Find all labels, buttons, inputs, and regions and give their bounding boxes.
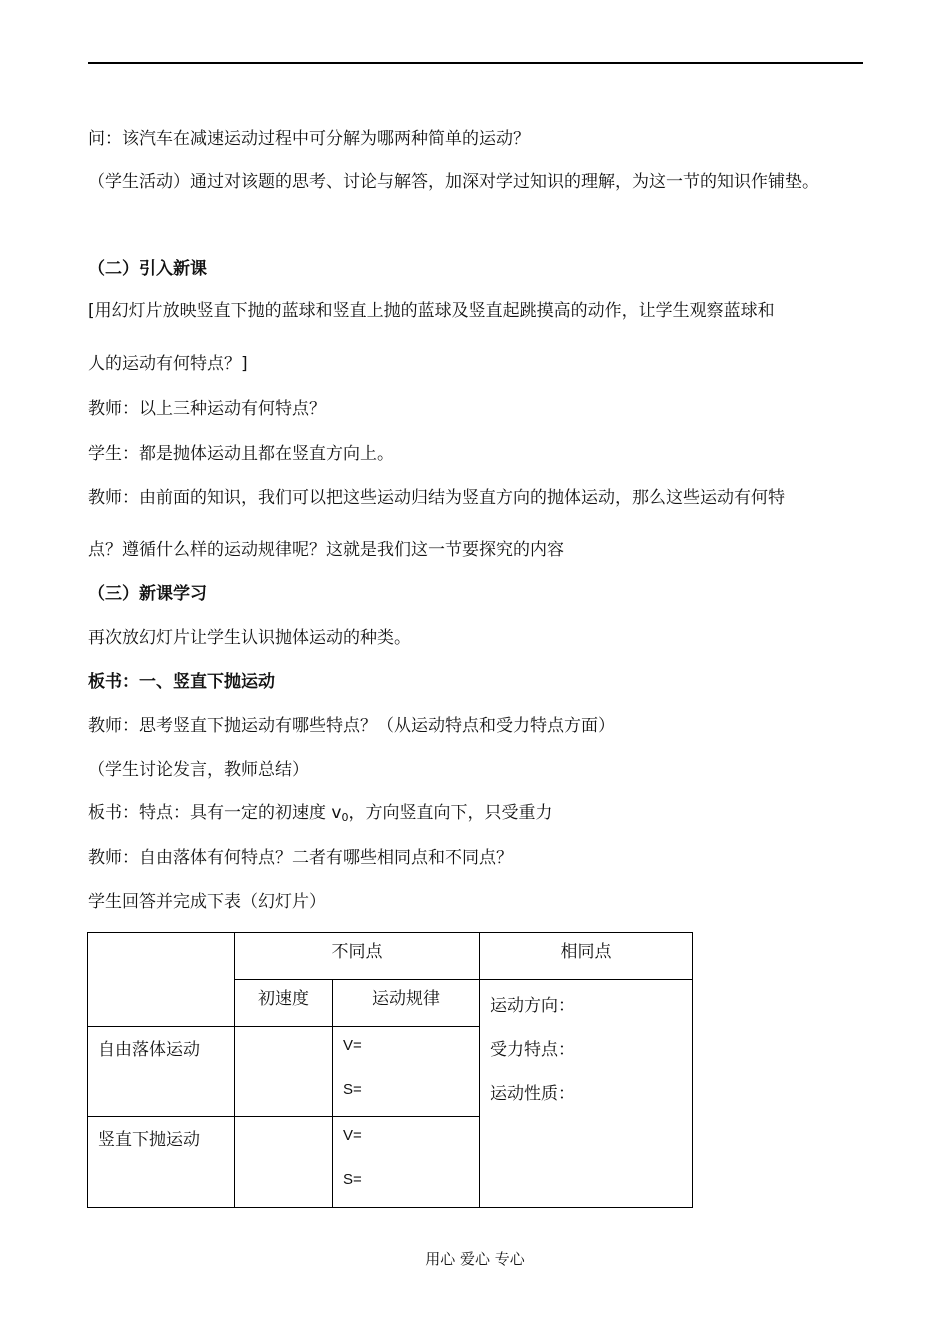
teacher-line-2b: 点？遵循什么样的运动规律呢？这就是我们这一节要探究的内容 [88,540,564,560]
same-points-cell [480,980,693,1208]
free-fall-v-formula: V= [343,1037,362,1054]
teacher-line-1: 教师：以上三种运动有何特点？ [88,399,326,419]
teacher-line-3: 教师：思考竖直下抛运动有哪些特点？（从运动特点和受力特点方面） [88,716,615,736]
col-header-law: 运动规律 [333,980,480,1027]
same-item-direction: 运动方向： [490,996,575,1016]
board-features-text: 板书：特点：具有一定的初速度 v [88,803,342,823]
downward-throw-v-formula: V= [343,1127,362,1144]
page-footer: 用心 爱心 专心 [425,1250,525,1268]
same-item-force: 受力特点： [490,1040,575,1060]
free-fall-s-formula: S= [343,1081,362,1098]
v0-subscript: 0 [341,811,349,824]
teacher-line-4: 教师：自由落体有何特点？二者有哪些相同点和不同点？ [88,848,513,868]
row-label-downward-throw: 竖直下抛运动 [88,1117,235,1208]
same-item-nature: 运动性质： [490,1084,575,1104]
student-line-2: 学生回答并完成下表（幻灯片） [88,892,326,912]
board-features-line [88,802,552,829]
diff-header: 不同点 [235,933,480,980]
col-header-init-speed: 初速度 [235,980,333,1027]
downward-throw-init-speed-cell [235,1117,333,1208]
question-line: 问：该汽车在减速运动过程中可分解为哪两种简单的运动？ [88,129,530,149]
teacher-line-2a: 教师：由前面的知识，我们可以把这些运动归结为竖直方向的抛体运动，那么这些运动有何特 [88,488,785,508]
paragraph-slides-line1: [用幻灯片放映竖直下抛的蓝球和竖直上抛的蓝球及竖直起跳摸高的动作，让学生观察蓝球和 [88,301,775,321]
free-fall-init-speed-cell [235,1027,333,1117]
board-features-text-end: ，方向竖直向下，只受重力 [348,803,553,823]
downward-throw-law-cell [333,1117,480,1208]
table-corner-cell [88,933,235,1027]
free-fall-law-cell [333,1027,480,1117]
header-rule [88,62,863,64]
downward-throw-s-formula: S= [343,1171,362,1188]
row-label-free-fall: 自由落体运动 [88,1027,235,1117]
comparison-table [87,932,693,1208]
paragraph-slides-line2: 人的运动有何特点？] [88,354,248,374]
paragraph-slides-again: 再次放幻灯片让学生认识抛体运动的种类。 [88,628,411,648]
student-line-1: 学生：都是抛体运动且都在竖直方向上。 [88,444,394,464]
discussion-line: （学生讨论发言，教师总结） [88,760,309,780]
same-header: 相同点 [480,933,693,980]
section-heading-intro: （二）引入新课 [88,259,207,279]
student-activity-line: （学生活动）通过对该题的思考、讨论与解答，加深对学过知识的理解，为这一节的知识作铺垫。 [88,172,819,192]
section-heading-new-lesson: （三）新课学习 [88,584,207,604]
board-heading-1: 板书：一、竖直下抛运动 [88,672,275,692]
